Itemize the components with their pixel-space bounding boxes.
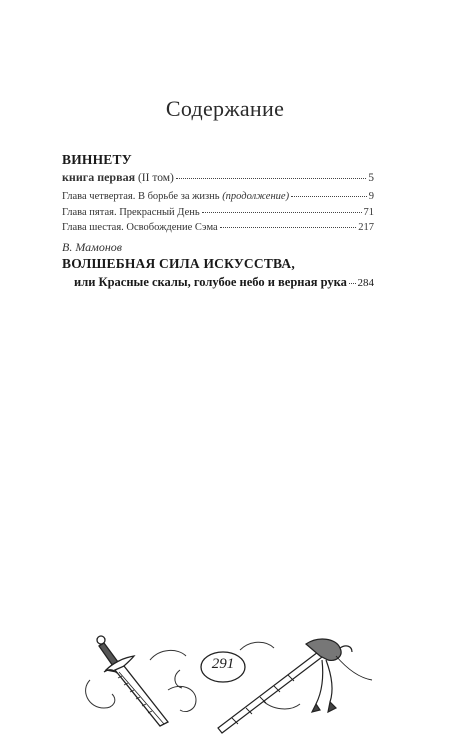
toc-entry-chapter-4[interactable] (62, 191, 374, 202)
section-author: В. Мамонов (62, 240, 122, 254)
leader-dots (349, 282, 356, 284)
toc-entry-label: или Красные скалы, голубое небо и верная рука (74, 275, 347, 289)
toc-entry-label: Глава четвертая. В борьбе за жизнь (продолжение) (62, 191, 290, 202)
section-heading-magic-art: ВОЛШЕБНАЯ СИЛА ИСКУССТВА, (62, 256, 295, 271)
toc-page-number: 71 (363, 207, 374, 218)
toc-page-number: 284 (357, 277, 374, 289)
toc-entry-magic-art[interactable] (74, 275, 374, 290)
tomahawk-icon (218, 639, 372, 733)
leader-dots (202, 211, 362, 213)
toc-entry-chapter-6[interactable] (62, 222, 374, 233)
section-heading-vinnetu: ВИННЕТУ (62, 152, 132, 167)
leader-dots (220, 226, 357, 228)
toc-entry-label: книга первая (II том) (62, 170, 174, 184)
leader-dots (176, 177, 366, 179)
toc-page-number: 217 (358, 222, 374, 233)
toc-entry-label: Глава пятая. Прекрасный День (62, 207, 200, 218)
toc-entry-book[interactable] (62, 170, 374, 185)
swirl-decoration (86, 642, 300, 711)
footer-ornament (0, 630, 450, 737)
page-title: Содержание (165, 96, 285, 121)
toc-entry-label: Глава шестая. Освобождение Сэма (62, 222, 218, 233)
toc-page-number: 5 (368, 172, 374, 184)
leader-dots (291, 195, 367, 197)
toc-page-number: 9 (368, 191, 374, 202)
toc-entry-chapter-5[interactable] (62, 207, 374, 218)
dagger-icon (97, 636, 168, 726)
page-number: 291 (211, 656, 235, 672)
